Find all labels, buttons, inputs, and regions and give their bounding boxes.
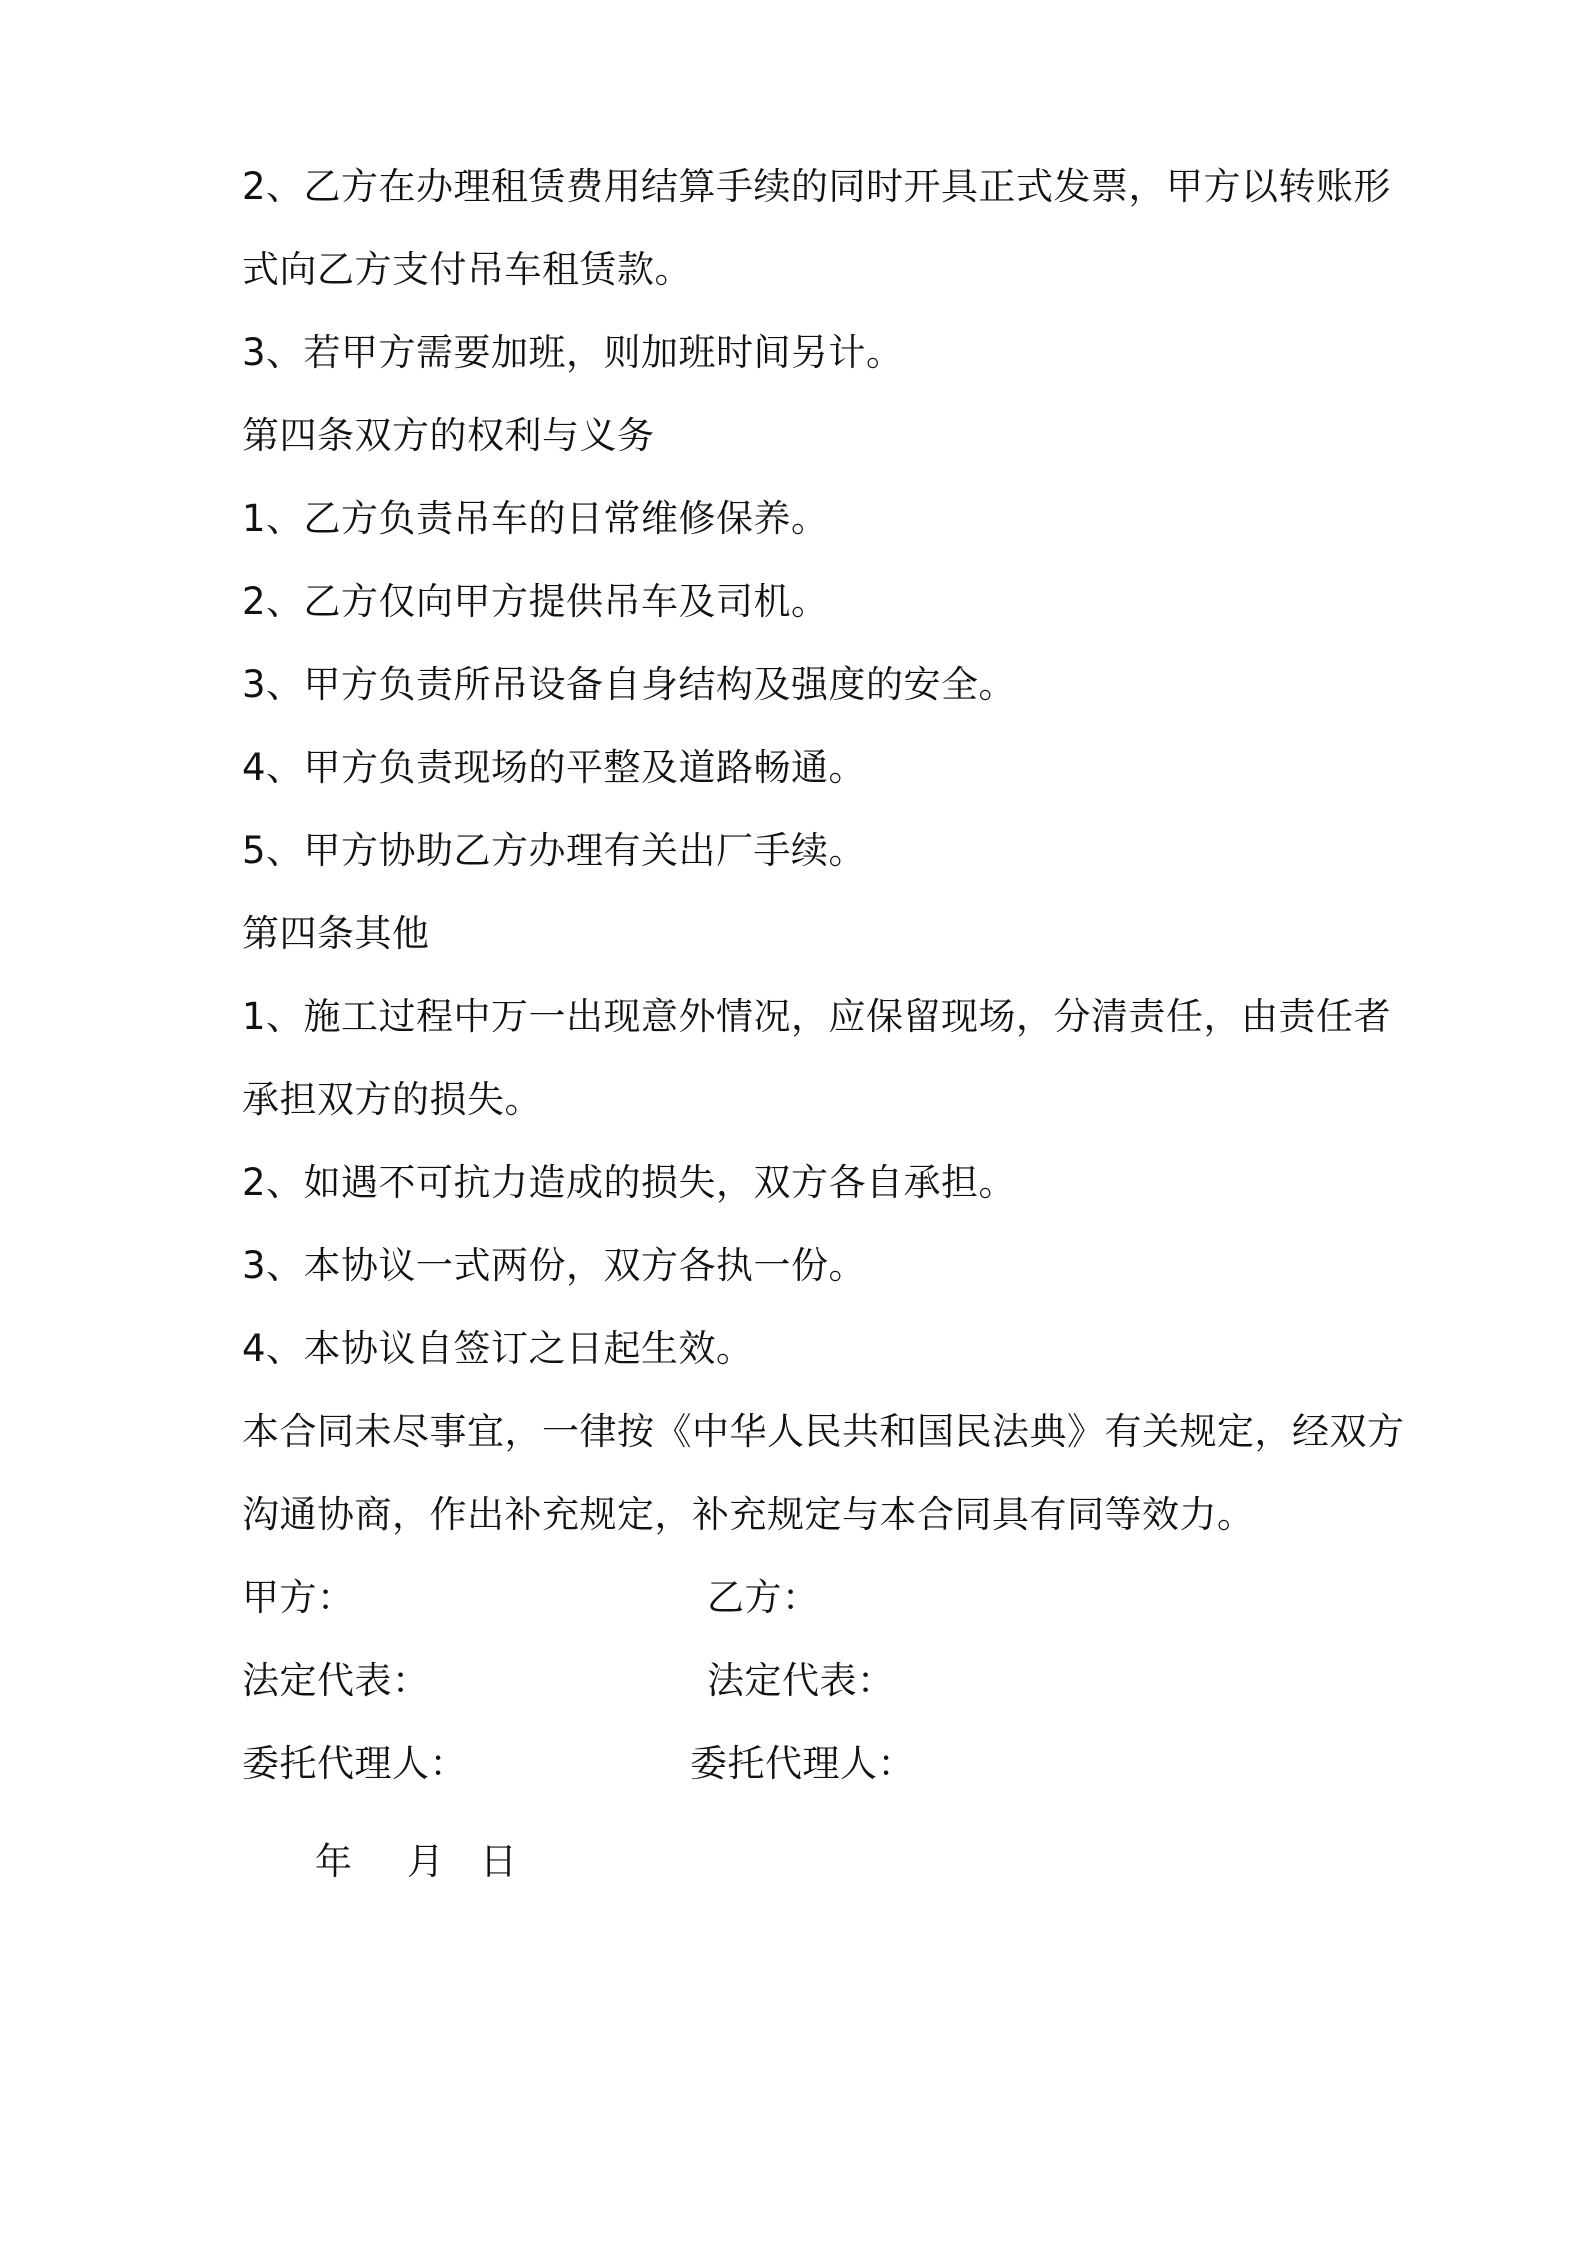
clause-4-item-2: 2、乙方仅向甲方提供吊车及司机。 xyxy=(242,580,829,623)
agent-b-label: 委托代理人： xyxy=(690,1742,915,1785)
clause-other-item-4: 4、本协议自签订之日起生效。 xyxy=(242,1327,754,1370)
clause-3-item-2-line-1: 2、乙方在办理租赁费用结算手续的同时开具正式发票，甲方以转账形 xyxy=(242,165,1392,208)
clause-other-item-1-line-1: 1、施工过程中万一出现意外情况，应保留现场，分清责任，由责任者 xyxy=(242,995,1392,1038)
party-b-label: 乙方： xyxy=(707,1576,820,1619)
clause-other-item-2: 2、如遇不可抗力造成的损失，双方各自承担。 xyxy=(242,1161,1017,1204)
party-a-label: 甲方： xyxy=(242,1576,355,1619)
legal-rep-b-label: 法定代表： xyxy=(707,1659,895,1702)
signature-date xyxy=(315,1836,517,1888)
clause-4-heading: 第四条双方的权利与义务 xyxy=(242,414,655,457)
clause-4-item-3: 3、甲方负责所吊设备自身结构及强度的安全。 xyxy=(242,663,1017,706)
supplement-paragraph-line-1: 本合同未尽事宜，一律按《中华人民共和国民法典》有关规定，经双方 xyxy=(242,1410,1405,1453)
clause-4-item-1: 1、乙方负责吊车的日常维修保养。 xyxy=(242,497,829,540)
date-day-label: 日 xyxy=(480,1840,517,1883)
clause-3-item-3: 3、若甲方需要加班，则加班时间另计。 xyxy=(242,331,904,374)
clause-other-item-1-line-2: 承担双方的损失。 xyxy=(242,1078,542,1121)
clause-3-item-2-line-2: 式向乙方支付吊车租赁款。 xyxy=(242,248,692,291)
date-year-label: 年 xyxy=(315,1840,352,1883)
date-month-label: 月 xyxy=(407,1840,444,1883)
clause-other-item-3: 3、本协议一式两份，双方各执一份。 xyxy=(242,1244,867,1287)
clause-other-heading: 第四条其他 xyxy=(242,912,430,955)
supplement-paragraph-line-2: 沟通协商，作出补充规定，补充规定与本合同具有同等效力。 xyxy=(242,1493,1255,1536)
agent-a-label: 委托代理人： xyxy=(242,1742,467,1785)
clause-4-item-5: 5、甲方协助乙方办理有关出厂手续。 xyxy=(242,829,867,872)
clause-4-item-4: 4、甲方负责现场的平整及道路畅通。 xyxy=(242,746,867,789)
legal-rep-a-label: 法定代表： xyxy=(242,1659,430,1702)
